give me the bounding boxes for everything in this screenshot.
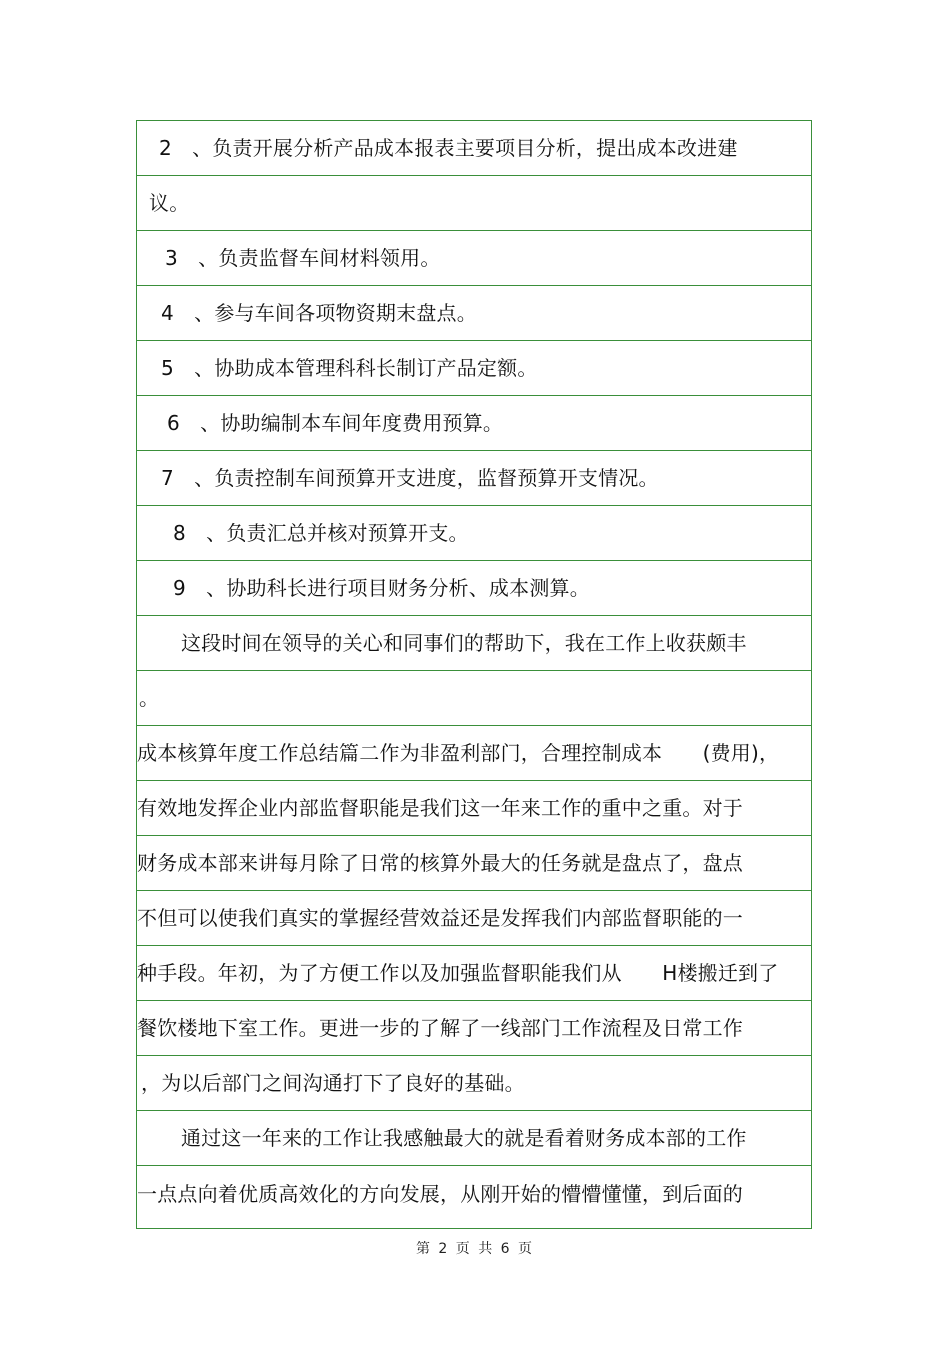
table-row [137, 506, 811, 561]
line-text: 9 、协助科长进行项目财务分析、成本测算。 [173, 576, 590, 600]
table-row [137, 176, 811, 231]
line-text: 6 、协助编制本车间年度费用预算。 [167, 411, 504, 435]
line-text: 有效地发挥企业内部监督职能是我们这一年来工作的重中之重。对于 [137, 796, 743, 820]
line-text: 财务成本部来讲每月除了日常的核算外最大的任务就是盘点了，盘点 [137, 851, 743, 875]
table-row [137, 396, 811, 451]
line-text: 一点点向着优质高效化的方向发展，从刚开始的懵懵懂懂，到后面的 [137, 1181, 743, 1206]
table-row [137, 726, 811, 781]
line-text: 5 、协助成本管理科科长制订产品定额。 [161, 356, 538, 380]
line-text: 。 [139, 686, 160, 710]
line-text: 成本核算年度工作总结篇二作为非盈利部门，合理控制成本 (费用)， [137, 741, 780, 765]
line-text: ，为以后部门之间沟通打下了良好的基础。 [141, 1071, 525, 1095]
table-row [137, 946, 811, 1001]
table-row [137, 1001, 811, 1056]
line-text: 餐饮楼地下室工作。更进一步的了解了一线部门工作流程及日常工作 [137, 1016, 743, 1040]
table-row [137, 1111, 811, 1166]
line-text: 种手段。年初，为了方便工作以及加强监督职能我们从 H楼搬迁到了 [137, 961, 779, 985]
table-row [137, 341, 811, 396]
line-text: 议。 [149, 191, 190, 215]
line-text: 7 、负责控制车间预算开支进度，监督预算开支情况。 [161, 466, 659, 490]
table-row [137, 121, 811, 176]
table-row [137, 781, 811, 836]
table-row [137, 671, 811, 726]
line-text: 这段时间在领导的关心和同事们的帮助下，我在工作上收获颇丰 [181, 631, 747, 655]
line-text: 3 、负责监督车间材料领用。 [165, 246, 441, 270]
table-row [137, 451, 811, 506]
table-row [137, 1056, 811, 1111]
table-row [137, 561, 811, 616]
line-text: 通过这一年来的工作让我感触最大的就是看着财务成本部的工作 [181, 1126, 747, 1150]
table-row [137, 1166, 811, 1221]
table-row [137, 231, 811, 286]
line-text: 不但可以使我们真实的掌握经营效益还是发挥我们内部监督职能的一 [137, 906, 743, 930]
table-row [137, 286, 811, 341]
line-text: 8 、负责汇总并核对预算开支。 [173, 521, 469, 545]
page-footer: 第 2 页 共 6 页 [415, 1241, 535, 1257]
table-row [137, 891, 811, 946]
line-text: 2 、负责开展分析产品成本报表主要项目分析，提出成本改进建 [159, 136, 738, 160]
table-row [137, 616, 811, 671]
document-table [136, 120, 812, 1229]
table-row [137, 836, 811, 891]
line-text: 4 、参与车间各项物资期末盘点。 [161, 301, 477, 325]
